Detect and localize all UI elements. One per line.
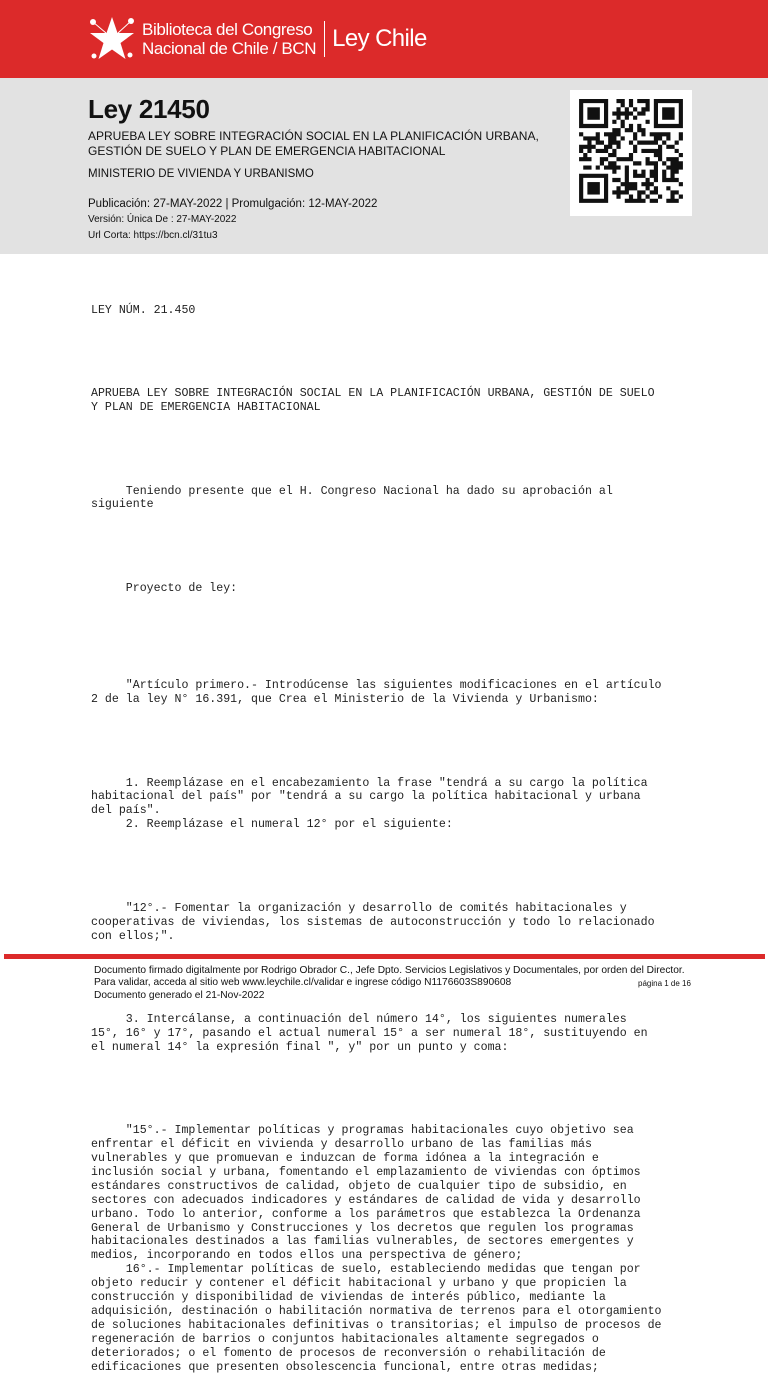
version: Versión: Única De : 27-MAY-2022 xyxy=(88,214,237,225)
law-body xyxy=(91,276,731,1388)
logo-text xyxy=(142,20,316,58)
law-subtitle: APRUEBA LEY SOBRE INTEGRACIÓN SOCIAL EN LA PLANIFICACIÓN URBANA, GESTIÓN DE SUELO Y PLAN DE EMERGENCIA HABITACIONAL xyxy=(88,129,539,158)
short-url[interactable]: Url Corta: https://bcn.cl/31tu3 xyxy=(88,230,218,241)
validation-note: Para validar, acceda al sitio web www.leychile.cl/validar e ingrese código N1176603S890608 xyxy=(94,977,512,989)
bcn-logo[interactable] xyxy=(86,10,427,68)
brand-name: Ley Chile xyxy=(332,25,427,52)
paragraph: APRUEBA LEY SOBRE INTEGRACIÓN SOCIAL EN LA PLANIFICACIÓN URBANA, GESTIÓN DE SUELO Y PLAN DE EMERGENCIA HABITACIONAL xyxy=(91,387,655,415)
paragraph: Teniendo presente que el H. Congreso Nacional ha dado su aprobación al siguiente xyxy=(91,484,613,512)
qr-code[interactable] xyxy=(570,90,692,216)
law-title: Ley 21450 xyxy=(88,94,210,124)
top-banner xyxy=(0,0,768,78)
logo-divider xyxy=(324,21,325,57)
paragraph: 3. Intercálanse, a continuación del número 14°, los siguientes numerales 15°, 16° y 17°, pasando el actual numeral 15° a ser numeral 18°, sustituyendo en el numeral 14° la expresión final ", y" por un punto y coma: xyxy=(91,1012,648,1054)
qr-code-icon xyxy=(579,99,683,207)
star-icon xyxy=(86,13,138,65)
paragraph: "Artículo primero.- Introdúcense las siguientes modificaciones en el artículo 2 de la ley N° 16.391, que Crea el Ministerio de la Vivienda y Urbanismo: xyxy=(91,679,662,707)
logo-line-2: Nacional de Chile / BCN xyxy=(142,39,317,58)
logo-line-1: Biblioteca del Congreso xyxy=(142,20,313,39)
paragraph: "12°.- Fomentar la organización y desarrollo de comités habitacionales y cooperativas de viviendas, los sistemas de autoconstrucción y todo lo relacionado con ellos;". xyxy=(91,901,655,943)
generated-date: Documento generado el 21-Nov-2022 xyxy=(94,989,265,1001)
paragraph: LEY NÚM. 21.450 xyxy=(91,303,196,317)
publication-date: Publicación: 27-MAY-2022 | Promulgación: 12-MAY-2022 xyxy=(88,198,378,210)
ministry: MINISTERIO DE VIVIENDA Y URBANISMO xyxy=(88,168,314,180)
paragraph: 1. Reemplázase en el encabezamiento la frase "tendrá a su cargo la política habitacional del país" por "tendrá a su cargo la política habitacional y urbana del país". 2. Reemplázase el numeral 12° por el siguiente: xyxy=(91,776,648,832)
signature-note: Documento firmado digitalmente por Rodrigo Obrador C., Jefe Dpto. Servicios Legislativos y Documentales, por orden del Director. xyxy=(94,965,685,976)
paragraph: Proyecto de ley: xyxy=(91,581,238,595)
page-number: página 1 de 16 xyxy=(638,979,691,988)
paragraph: "15°.- Implementar políticas y programas habitacionales cuyo objetivo sea enfrentar el déficit en vivienda y desarrollo urbano de las familias más vulnerables y que promuevan e induzcan de forma idónea a la integración e inclusión social y urbana, fomentando el emplazamiento de viviendas con óptimos estándares constructivos de calidad, objeto de cualquier tipo de subsidio, en sectores con adecuados indicadores y estándares de calidad de vida y desarrollo urbano. Todo lo anterior, conforme a los parámetros que establezca la Ordenanza General de Urbanismo y Construcciones y los decretos que regulen los programas habitacionales destinados a las familias vulnerables, de sectores emergentes y medios, incorporando en todos ellos una perspectiva de género; 16°.- Implementar políticas de suelo, estableciendo medidas que tengan por objeto reducir y contener el déficit habitacional y urbano y que propicien la construcción y disponibilidad de viviendas de interés público, mediante la adquisición, destinación o habilitación normativa de terrenos para el otorgamiento de soluciones habitacionales definitivas o transitorias; el impulso de procesos de regeneración de barrios o conjuntos habitacionales altamente segregados o deteriorados; o el fomento de procesos de reconversión o rehabilitación de edificaciones que presenten obsolescencia funcional, entre otras medidas; xyxy=(91,1124,662,1374)
footer-divider xyxy=(4,954,765,959)
